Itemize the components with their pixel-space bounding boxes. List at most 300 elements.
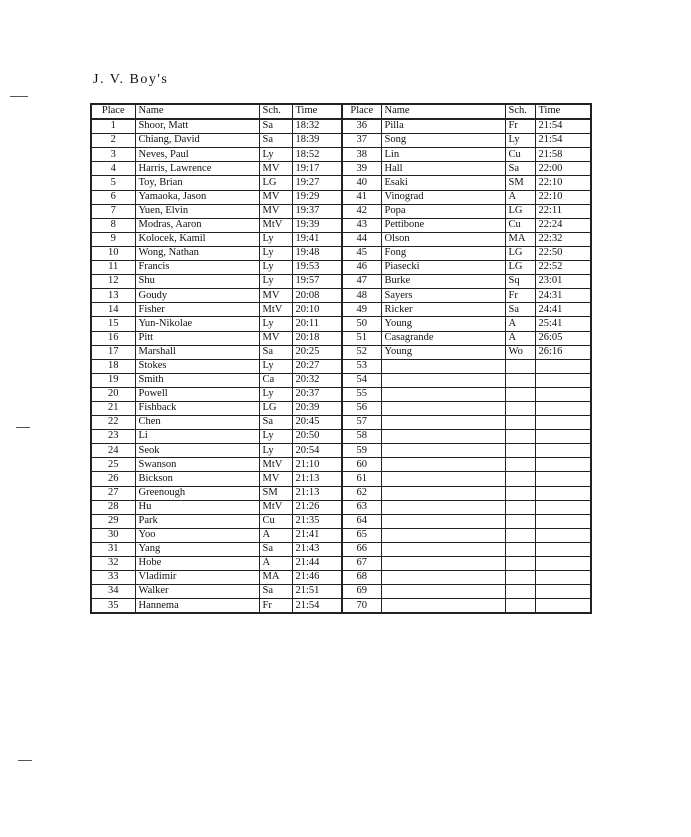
left-name-cell: Hu <box>135 500 259 514</box>
right-name-cell: Popa <box>381 204 505 218</box>
left-time-cell: 20:39 <box>292 401 342 415</box>
right-school-cell: MA <box>505 232 535 246</box>
right-school-cell <box>505 458 535 472</box>
table-row <box>91 514 591 528</box>
right-name-cell <box>381 458 505 472</box>
right-school-cell <box>505 500 535 514</box>
left-school-cell: Sa <box>259 416 292 430</box>
table-row <box>91 557 591 571</box>
table-row <box>91 303 591 317</box>
left-name-cell: Pitt <box>135 331 259 345</box>
left-name-cell: Harris, Lawrence <box>135 162 259 176</box>
right-name-cell: Esaki <box>381 176 505 190</box>
right-name-cell: Young <box>381 345 505 359</box>
table-row <box>91 232 591 246</box>
right-name-cell: Song <box>381 134 505 148</box>
left-school-cell: Ca <box>259 373 292 387</box>
left-school-cell: Ly <box>259 261 292 275</box>
left-place-cell: 20 <box>91 387 135 401</box>
right-place-cell: 48 <box>342 289 381 303</box>
right-place-cell: 59 <box>342 444 381 458</box>
left-school-cell: Sa <box>259 542 292 556</box>
left-name-cell: Vladimir <box>135 571 259 585</box>
table-row <box>91 599 591 614</box>
right-name-cell <box>381 500 505 514</box>
left-name-cell: Fisher <box>135 303 259 317</box>
left-name-cell: Toy, Brian <box>135 176 259 190</box>
left-time-cell: 20:08 <box>292 289 342 303</box>
right-time-cell <box>535 458 591 472</box>
right-time-cell <box>535 500 591 514</box>
left-school-cell: Sa <box>259 134 292 148</box>
right-time-cell: 21:58 <box>535 148 591 162</box>
left-name-cell: Powell <box>135 387 259 401</box>
right-school-cell <box>505 514 535 528</box>
right-school-cell <box>505 472 535 486</box>
right-school-cell <box>505 401 535 415</box>
left-name-cell: Li <box>135 430 259 444</box>
right-school-cell <box>505 486 535 500</box>
left-place-cell: 15 <box>91 317 135 331</box>
left-place-cell: 17 <box>91 345 135 359</box>
table-row <box>91 542 591 556</box>
table-row <box>91 486 591 500</box>
right-place-cell: 41 <box>342 190 381 204</box>
right-name-cell <box>381 585 505 599</box>
left-school-cell: MV <box>259 289 292 303</box>
page-title: J. V. Boy's <box>93 72 169 87</box>
right-school-cell <box>505 571 535 585</box>
left-time-cell: 21:13 <box>292 486 342 500</box>
left-place-cell: 27 <box>91 486 135 500</box>
left-school-cell: MV <box>259 331 292 345</box>
left-name-cell: Hobe <box>135 557 259 571</box>
left-name-cell: Fishback <box>135 401 259 415</box>
table-row <box>91 585 591 599</box>
table-row <box>91 331 591 345</box>
results-body <box>91 119 591 613</box>
table-row <box>91 528 591 542</box>
right-time-cell: 22:11 <box>535 204 591 218</box>
right-school-cell <box>505 557 535 571</box>
left-place-cell: 13 <box>91 289 135 303</box>
left-time-cell: 21:51 <box>292 585 342 599</box>
right-name-cell: Fong <box>381 246 505 260</box>
right-name-cell <box>381 401 505 415</box>
left-name-cell: Yoo <box>135 528 259 542</box>
left-school-cell: A <box>259 528 292 542</box>
left-place-cell: 29 <box>91 514 135 528</box>
left-school-cell: Ly <box>259 317 292 331</box>
right-name-cell <box>381 387 505 401</box>
column-header-place: Place <box>342 104 381 119</box>
table-row <box>91 246 591 260</box>
right-name-cell <box>381 444 505 458</box>
left-school-cell: Ly <box>259 430 292 444</box>
left-school-cell: Ly <box>259 444 292 458</box>
right-name-cell <box>381 486 505 500</box>
right-school-cell: Sa <box>505 162 535 176</box>
left-place-cell: 18 <box>91 359 135 373</box>
right-time-cell <box>535 571 591 585</box>
right-school-cell: A <box>505 190 535 204</box>
right-school-cell: SM <box>505 176 535 190</box>
left-name-cell: Seok <box>135 444 259 458</box>
left-name-cell: Hannema <box>135 599 259 614</box>
right-school-cell: Fr <box>505 119 535 134</box>
right-school-cell <box>505 359 535 373</box>
table-row <box>91 401 591 415</box>
right-place-cell: 51 <box>342 331 381 345</box>
right-time-cell <box>535 585 591 599</box>
left-name-cell: Greenough <box>135 486 259 500</box>
right-place-cell: 53 <box>342 359 381 373</box>
right-time-cell: 24:31 <box>535 289 591 303</box>
left-time-cell: 21:44 <box>292 557 342 571</box>
right-place-cell: 68 <box>342 571 381 585</box>
left-place-cell: 4 <box>91 162 135 176</box>
right-name-cell: Olson <box>381 232 505 246</box>
right-name-cell: Hall <box>381 162 505 176</box>
table-row <box>91 430 591 444</box>
table-row <box>91 571 591 585</box>
right-name-cell: Piasecki <box>381 261 505 275</box>
right-time-cell: 22:32 <box>535 232 591 246</box>
left-school-cell: Sa <box>259 345 292 359</box>
left-time-cell: 21:54 <box>292 599 342 614</box>
left-school-cell: Ly <box>259 246 292 260</box>
left-name-cell: Bickson <box>135 472 259 486</box>
right-place-cell: 36 <box>342 119 381 134</box>
right-time-cell <box>535 359 591 373</box>
right-name-cell: Young <box>381 317 505 331</box>
right-school-cell <box>505 373 535 387</box>
right-place-cell: 66 <box>342 542 381 556</box>
left-place-cell: 16 <box>91 331 135 345</box>
left-place-cell: 31 <box>91 542 135 556</box>
left-place-cell: 11 <box>91 261 135 275</box>
left-school-cell: MV <box>259 204 292 218</box>
right-name-cell <box>381 472 505 486</box>
right-school-cell: LG <box>505 261 535 275</box>
right-time-cell <box>535 542 591 556</box>
left-time-cell: 21:43 <box>292 542 342 556</box>
column-header-time: Time <box>535 104 591 119</box>
left-name-cell: Marshall <box>135 345 259 359</box>
table-row <box>91 444 591 458</box>
left-time-cell: 21:46 <box>292 571 342 585</box>
column-header-name: Name <box>135 104 259 119</box>
right-name-cell: Sayers <box>381 289 505 303</box>
table-row <box>91 119 591 134</box>
left-place-cell: 1 <box>91 119 135 134</box>
left-place-cell: 6 <box>91 190 135 204</box>
right-time-cell: 24:41 <box>535 303 591 317</box>
left-time-cell: 18:52 <box>292 148 342 162</box>
right-name-cell <box>381 542 505 556</box>
right-school-cell: Sq <box>505 275 535 289</box>
right-time-cell <box>535 401 591 415</box>
margin-mark <box>18 760 32 761</box>
right-time-cell <box>535 387 591 401</box>
right-place-cell: 69 <box>342 585 381 599</box>
left-school-cell: A <box>259 557 292 571</box>
left-place-cell: 10 <box>91 246 135 260</box>
left-school-cell: MtV <box>259 458 292 472</box>
right-school-cell <box>505 528 535 542</box>
right-place-cell: 58 <box>342 430 381 444</box>
left-place-cell: 3 <box>91 148 135 162</box>
right-place-cell: 62 <box>342 486 381 500</box>
right-place-cell: 70 <box>342 599 381 614</box>
right-place-cell: 57 <box>342 416 381 430</box>
table-row <box>91 500 591 514</box>
right-school-cell: LG <box>505 204 535 218</box>
right-place-cell: 45 <box>342 246 381 260</box>
right-time-cell: 23:01 <box>535 275 591 289</box>
right-name-cell <box>381 416 505 430</box>
right-time-cell <box>535 373 591 387</box>
right-place-cell: 56 <box>342 401 381 415</box>
left-school-cell: LG <box>259 176 292 190</box>
table-row <box>91 275 591 289</box>
right-time-cell: 22:52 <box>535 261 591 275</box>
right-school-cell <box>505 599 535 614</box>
left-place-cell: 35 <box>91 599 135 614</box>
table-row <box>91 162 591 176</box>
left-name-cell: Neves, Paul <box>135 148 259 162</box>
right-place-cell: 49 <box>342 303 381 317</box>
left-name-cell: Park <box>135 514 259 528</box>
right-time-cell <box>535 599 591 614</box>
right-time-cell: 21:54 <box>535 134 591 148</box>
right-place-cell: 38 <box>342 148 381 162</box>
left-place-cell: 8 <box>91 218 135 232</box>
right-place-cell: 47 <box>342 275 381 289</box>
left-time-cell: 21:10 <box>292 458 342 472</box>
left-name-cell: Walker <box>135 585 259 599</box>
left-place-cell: 22 <box>91 416 135 430</box>
table-row <box>91 134 591 148</box>
right-name-cell: Vinograd <box>381 190 505 204</box>
right-name-cell <box>381 528 505 542</box>
table-row <box>91 359 591 373</box>
right-school-cell: A <box>505 317 535 331</box>
left-time-cell: 21:41 <box>292 528 342 542</box>
left-name-cell: Goudy <box>135 289 259 303</box>
right-place-cell: 54 <box>342 373 381 387</box>
right-time-cell <box>535 416 591 430</box>
left-time-cell: 20:54 <box>292 444 342 458</box>
header-row <box>91 104 591 119</box>
left-name-cell: Modras, Aaron <box>135 218 259 232</box>
margin-mark <box>16 427 30 428</box>
left-time-cell: 19:53 <box>292 261 342 275</box>
right-place-cell: 39 <box>342 162 381 176</box>
left-school-cell: Ly <box>259 148 292 162</box>
right-time-cell: 26:16 <box>535 345 591 359</box>
left-school-cell: Ly <box>259 359 292 373</box>
right-name-cell: Burke <box>381 275 505 289</box>
right-place-cell: 63 <box>342 500 381 514</box>
left-school-cell: Ly <box>259 232 292 246</box>
left-name-cell: Kolocek, Kamil <box>135 232 259 246</box>
right-name-cell: Casagrande <box>381 331 505 345</box>
table-row <box>91 190 591 204</box>
left-time-cell: 19:17 <box>292 162 342 176</box>
right-school-cell: Cu <box>505 218 535 232</box>
left-school-cell: Sa <box>259 585 292 599</box>
table-row <box>91 317 591 331</box>
results-table <box>90 103 592 614</box>
left-time-cell: 20:11 <box>292 317 342 331</box>
left-name-cell: Shoor, Matt <box>135 119 259 134</box>
right-school-cell: A <box>505 331 535 345</box>
right-time-cell: 25:41 <box>535 317 591 331</box>
left-school-cell: LG <box>259 401 292 415</box>
left-place-cell: 26 <box>91 472 135 486</box>
table-row <box>91 148 591 162</box>
left-time-cell: 20:32 <box>292 373 342 387</box>
right-place-cell: 52 <box>342 345 381 359</box>
table-row <box>91 373 591 387</box>
left-school-cell: Ly <box>259 387 292 401</box>
left-school-cell: SM <box>259 486 292 500</box>
left-place-cell: 7 <box>91 204 135 218</box>
left-place-cell: 34 <box>91 585 135 599</box>
table-row <box>91 261 591 275</box>
right-name-cell <box>381 359 505 373</box>
left-time-cell: 19:41 <box>292 232 342 246</box>
right-name-cell <box>381 514 505 528</box>
right-name-cell <box>381 557 505 571</box>
right-school-cell <box>505 444 535 458</box>
left-time-cell: 21:26 <box>292 500 342 514</box>
right-time-cell: 21:54 <box>535 119 591 134</box>
left-place-cell: 14 <box>91 303 135 317</box>
right-time-cell <box>535 557 591 571</box>
left-place-cell: 5 <box>91 176 135 190</box>
table-row <box>91 416 591 430</box>
left-name-cell: Stokes <box>135 359 259 373</box>
left-school-cell: MA <box>259 571 292 585</box>
left-place-cell: 32 <box>91 557 135 571</box>
left-time-cell: 20:27 <box>292 359 342 373</box>
right-name-cell <box>381 571 505 585</box>
left-place-cell: 33 <box>91 571 135 585</box>
left-time-cell: 20:45 <box>292 416 342 430</box>
right-place-cell: 50 <box>342 317 381 331</box>
right-school-cell <box>505 416 535 430</box>
table-row <box>91 458 591 472</box>
left-place-cell: 19 <box>91 373 135 387</box>
right-school-cell <box>505 430 535 444</box>
left-time-cell: 20:25 <box>292 345 342 359</box>
left-time-cell: 19:27 <box>292 176 342 190</box>
left-school-cell: Fr <box>259 599 292 614</box>
right-name-cell: Ricker <box>381 303 505 317</box>
left-school-cell: MtV <box>259 218 292 232</box>
right-time-cell <box>535 444 591 458</box>
right-place-cell: 40 <box>342 176 381 190</box>
right-time-cell <box>535 472 591 486</box>
left-place-cell: 28 <box>91 500 135 514</box>
left-place-cell: 12 <box>91 275 135 289</box>
right-school-cell <box>505 542 535 556</box>
right-school-cell <box>505 387 535 401</box>
column-header-name: Name <box>381 104 505 119</box>
table-row <box>91 204 591 218</box>
right-place-cell: 65 <box>342 528 381 542</box>
table-row <box>91 472 591 486</box>
left-place-cell: 25 <box>91 458 135 472</box>
left-name-cell: Smith <box>135 373 259 387</box>
left-name-cell: Francis <box>135 261 259 275</box>
left-name-cell: Chiang, David <box>135 134 259 148</box>
right-place-cell: 43 <box>342 218 381 232</box>
left-time-cell: 19:57 <box>292 275 342 289</box>
column-header-school: Sch. <box>259 104 292 119</box>
right-place-cell: 64 <box>342 514 381 528</box>
left-time-cell: 21:13 <box>292 472 342 486</box>
left-name-cell: Shu <box>135 275 259 289</box>
left-time-cell: 20:10 <box>292 303 342 317</box>
right-school-cell: LG <box>505 246 535 260</box>
left-school-cell: Sa <box>259 119 292 134</box>
right-time-cell: 22:50 <box>535 246 591 260</box>
left-name-cell: Yang <box>135 542 259 556</box>
left-place-cell: 2 <box>91 134 135 148</box>
left-name-cell: Yuen, Elvin <box>135 204 259 218</box>
right-school-cell: Fr <box>505 289 535 303</box>
left-time-cell: 19:48 <box>292 246 342 260</box>
right-time-cell <box>535 486 591 500</box>
left-time-cell: 20:50 <box>292 430 342 444</box>
right-name-cell <box>381 373 505 387</box>
left-time-cell: 19:29 <box>292 190 342 204</box>
left-school-cell: MV <box>259 472 292 486</box>
right-time-cell: 22:00 <box>535 162 591 176</box>
left-time-cell: 19:39 <box>292 218 342 232</box>
right-school-cell: Sa <box>505 303 535 317</box>
right-name-cell <box>381 599 505 614</box>
right-place-cell: 46 <box>342 261 381 275</box>
right-place-cell: 44 <box>342 232 381 246</box>
table-row <box>91 218 591 232</box>
left-name-cell: Swanson <box>135 458 259 472</box>
left-place-cell: 21 <box>91 401 135 415</box>
right-place-cell: 37 <box>342 134 381 148</box>
left-place-cell: 23 <box>91 430 135 444</box>
left-time-cell: 20:18 <box>292 331 342 345</box>
left-name-cell: Chen <box>135 416 259 430</box>
left-school-cell: MV <box>259 162 292 176</box>
left-school-cell: Ly <box>259 275 292 289</box>
table-row <box>91 176 591 190</box>
right-school-cell: Ly <box>505 134 535 148</box>
left-time-cell: 20:37 <box>292 387 342 401</box>
left-place-cell: 24 <box>91 444 135 458</box>
right-place-cell: 55 <box>342 387 381 401</box>
left-time-cell: 19:37 <box>292 204 342 218</box>
left-school-cell: MtV <box>259 303 292 317</box>
left-name-cell: Wong, Nathan <box>135 246 259 260</box>
right-place-cell: 42 <box>342 204 381 218</box>
left-place-cell: 9 <box>91 232 135 246</box>
column-header-place: Place <box>91 104 135 119</box>
right-school-cell <box>505 585 535 599</box>
margin-mark <box>10 96 28 97</box>
